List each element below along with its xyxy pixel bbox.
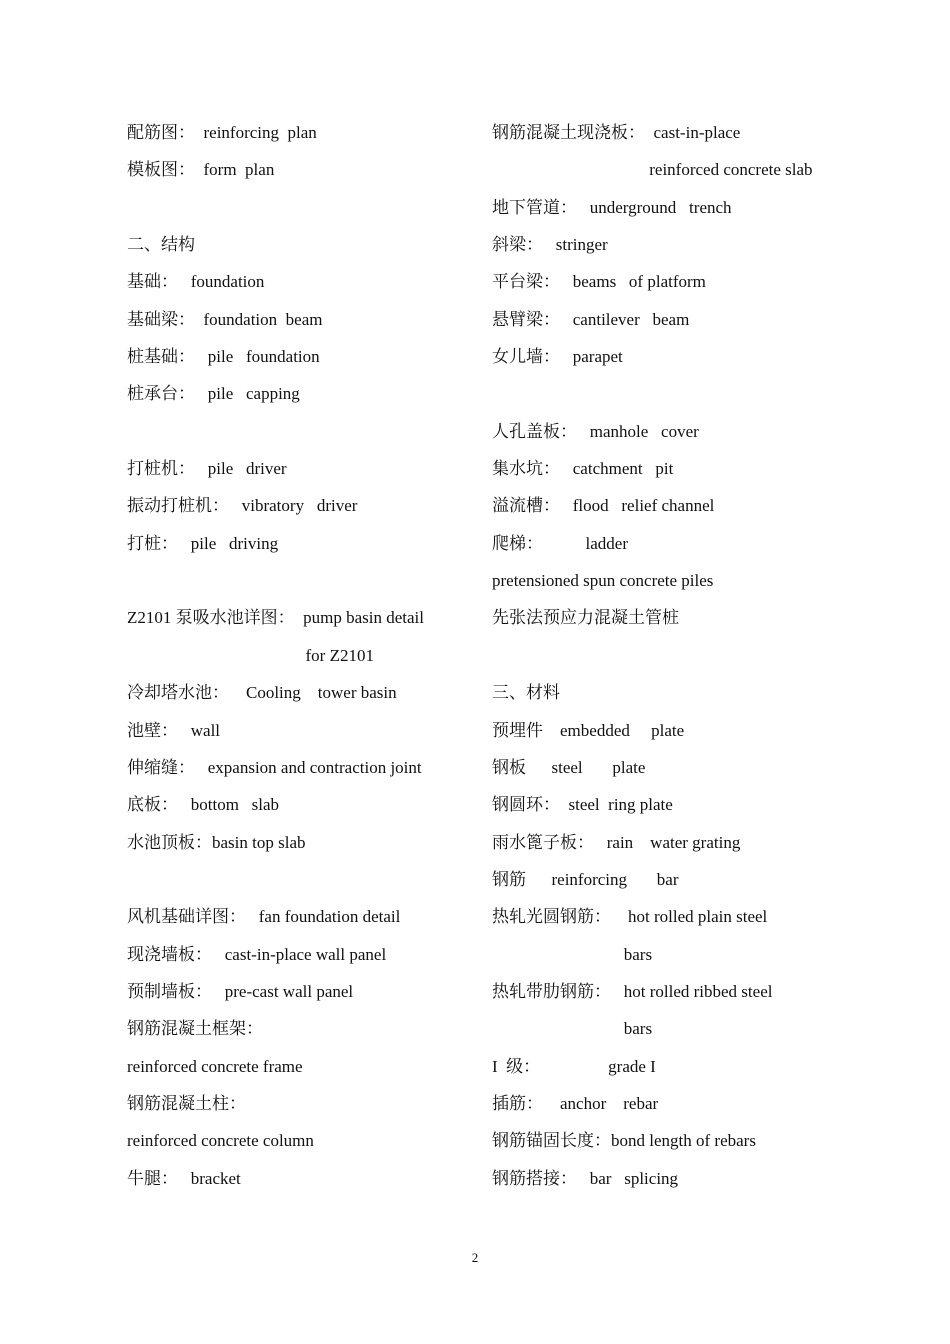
- right-line: bars: [492, 944, 653, 964]
- right-line: 钢板 steel plate: [492, 757, 646, 777]
- left-line: 桩承台： pile capping: [127, 384, 300, 404]
- right-line: 悬臂梁： cantilever beam: [492, 309, 690, 329]
- right-line: 热轧带肋钢筋： hot rolled ribbed steel: [492, 981, 773, 1001]
- right-line: 雨水篦子板： rain water grating: [492, 832, 741, 852]
- right-line: pretensioned spun concrete piles: [492, 571, 714, 591]
- left-line: 基础： foundation: [127, 272, 265, 292]
- section-heading: 二、结构: [127, 235, 195, 255]
- left-column: [127, 114, 472, 1197]
- left-line: [127, 413, 472, 450]
- right-line: 钢筋锚固长度：bond length of rebars: [492, 1131, 756, 1151]
- left-line: 预制墙板： pre-cast wall panel: [127, 981, 354, 1001]
- right-line: 插筋： anchor rebar: [492, 1093, 659, 1113]
- left-line: 伸缩缝： expansion and contraction joint: [127, 757, 422, 777]
- left-line: 水池顶板：basin top slab: [127, 832, 306, 852]
- left-line: 基础梁： foundation beam: [127, 309, 323, 329]
- right-line: reinforced concrete slab: [492, 160, 813, 180]
- right-line: 钢筋 reinforcing bar: [492, 869, 679, 889]
- page-number: 2: [471, 1250, 479, 1265]
- left-line: 桩基础： pile foundation: [127, 347, 320, 367]
- left-line: 振动打桩机： vibratory driver: [127, 496, 358, 516]
- right-line: 热轧光圆钢筋： hot rolled plain steel: [492, 907, 768, 927]
- left-line: 钢筋混凝土柱：: [127, 1093, 246, 1113]
- left-line: reinforced concrete frame: [127, 1056, 303, 1076]
- right-line: 溢流槽： flood relief channel: [492, 496, 715, 516]
- right-line: 人孔盖板： manhole cover: [492, 421, 699, 441]
- left-line: reinforced concrete column: [127, 1131, 314, 1151]
- right-line: bars: [492, 1019, 653, 1039]
- left-line: for Z2101: [127, 645, 374, 665]
- right-line: 女儿墙： parapet: [492, 347, 623, 367]
- left-line: 打桩： pile driving: [127, 533, 279, 553]
- left-line: 牛腿： bracket: [127, 1168, 241, 1188]
- left-line: 冷却塔水池： Cooling tower basin: [127, 683, 397, 703]
- right-line: 钢筋混凝土现浇板： cast-in-place: [492, 123, 741, 142]
- right-line: 集水坑： catchment pit: [492, 459, 674, 479]
- left-line: [127, 189, 472, 226]
- right-line: [492, 375, 832, 412]
- right-column: [492, 114, 832, 1197]
- right-line: [492, 637, 832, 674]
- right-line: 先张法预应力混凝土管桩: [492, 608, 679, 628]
- left-line: 风机基础详图： fan foundation detail: [127, 907, 401, 927]
- left-line: Z2101 泵吸水池详图： pump basin detail: [127, 608, 425, 628]
- right-line: 爬梯： ladder: [492, 533, 628, 553]
- section-heading: 三、材料: [492, 683, 560, 703]
- left-line: 配筋图： reinforcing plan: [127, 123, 317, 142]
- left-line: 现浇墙板： cast-in-place wall panel: [127, 944, 387, 964]
- right-line: I 级： grade I: [492, 1056, 656, 1076]
- left-line: 打桩机： pile driver: [127, 459, 287, 479]
- left-line: 池壁： wall: [127, 720, 221, 740]
- right-line: 钢筋搭接： bar splicing: [492, 1168, 679, 1188]
- left-line: [127, 861, 472, 898]
- right-line: 斜梁： stringer: [492, 235, 608, 255]
- right-line: 平台梁： beams of platform: [492, 272, 706, 292]
- right-line: 预埋件 embedded plate: [492, 720, 685, 740]
- left-line: 模板图： form plan: [127, 160, 275, 180]
- left-line: 底板： bottom slab: [127, 795, 280, 815]
- left-line: 钢筋混凝土框架：: [127, 1019, 263, 1039]
- left-line: [127, 562, 472, 599]
- right-line: 钢圆环： steel ring plate: [492, 795, 673, 815]
- right-line: 地下管道： underground trench: [492, 197, 732, 217]
